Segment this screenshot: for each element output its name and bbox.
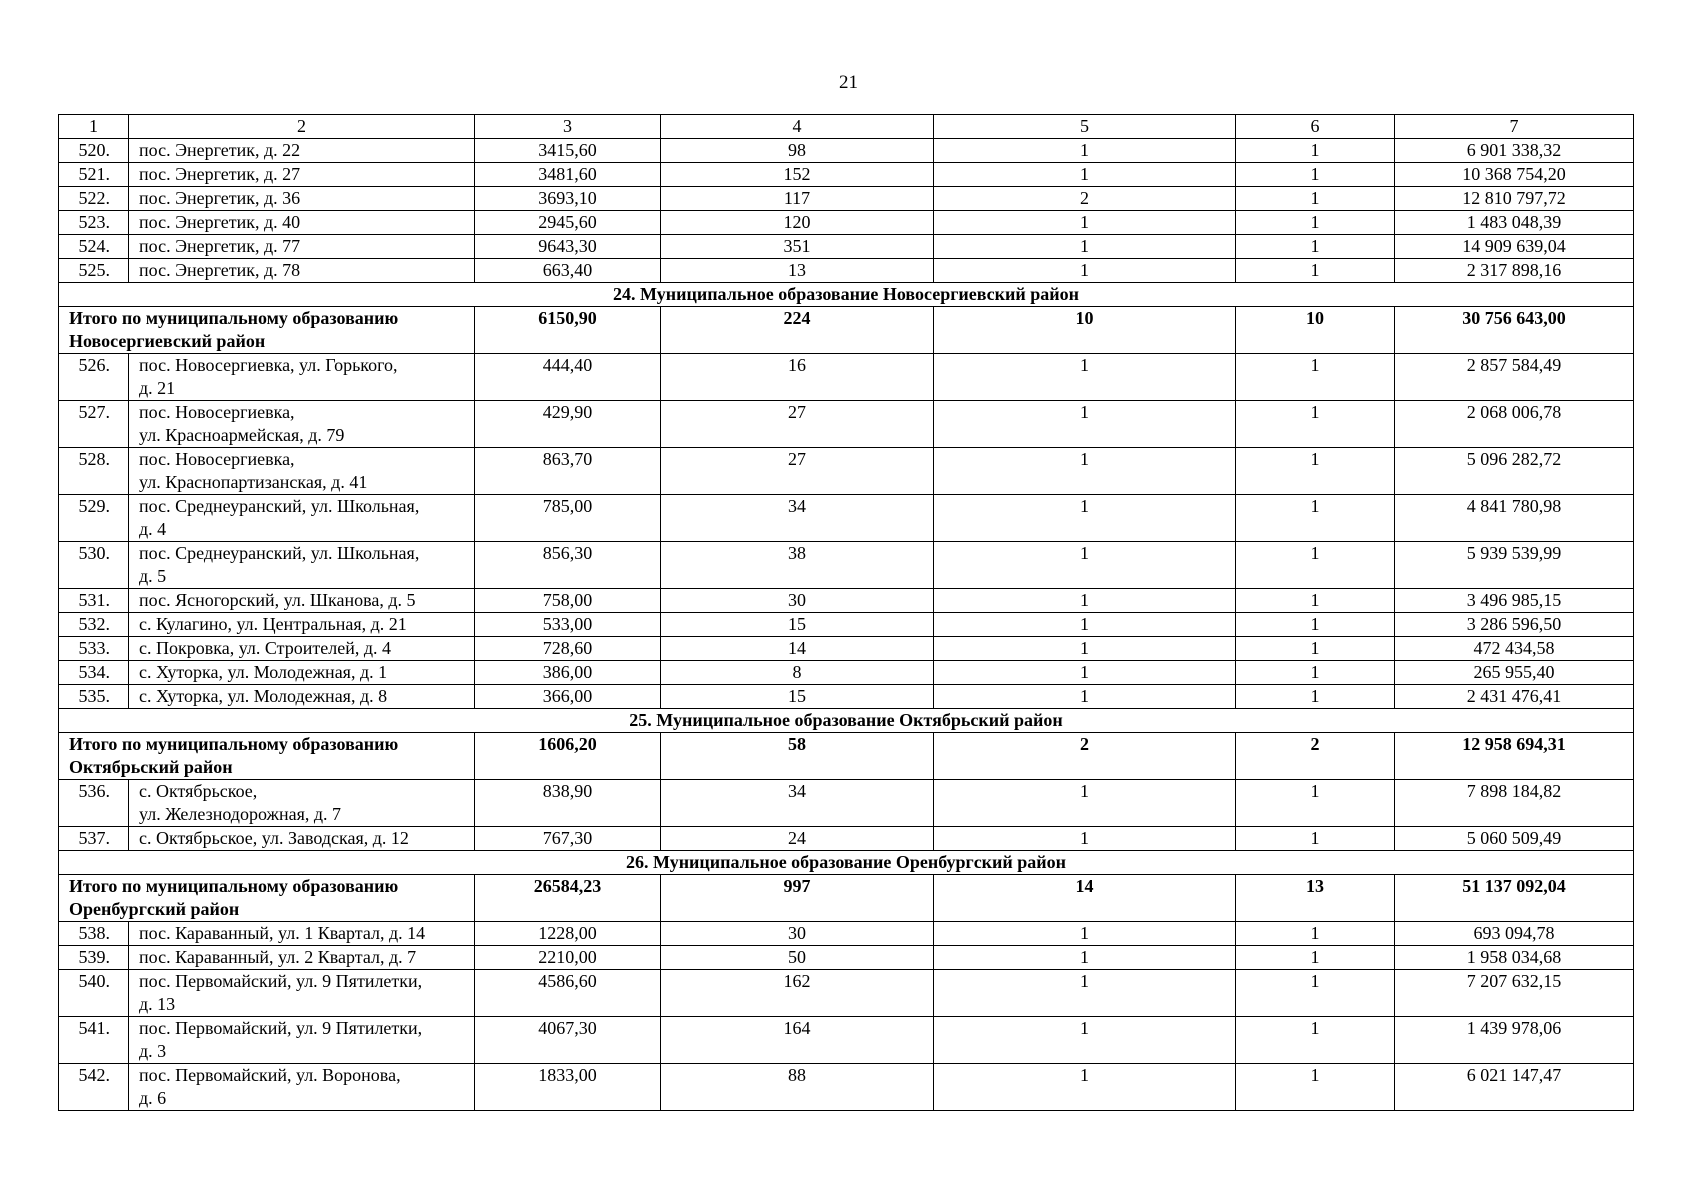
page-number: 21 <box>839 72 858 93</box>
sum-cell: 3 496 985,15 <box>1395 589 1634 613</box>
col5-cell: 1 <box>934 211 1236 235</box>
people-cell: 98 <box>661 139 934 163</box>
row-number: 537. <box>59 827 129 851</box>
col6-cell: 1 <box>1236 495 1395 542</box>
area-cell: 1228,00 <box>475 922 661 946</box>
text-line: пос. Новосергиевка, <box>139 402 295 422</box>
total-area: 26584,23 <box>475 875 661 922</box>
column-number: 3 <box>475 115 661 139</box>
sum-cell: 2 857 584,49 <box>1395 354 1634 401</box>
sum-cell: 10 368 754,20 <box>1395 163 1634 187</box>
table-row <box>59 139 1634 163</box>
text-line: пос. Первомайский, ул. 9 Пятилетки, <box>139 971 423 991</box>
text-line: пос. Новосергиевка, ул. Горького, <box>139 355 398 375</box>
text-line: д. 21 <box>139 378 176 398</box>
total-people: 58 <box>661 733 934 780</box>
address-cell <box>129 163 475 187</box>
section-header-row <box>59 851 1634 875</box>
address-cell <box>129 970 475 1017</box>
total-label <box>59 733 475 780</box>
col5-cell: 1 <box>934 163 1236 187</box>
row-number: 520. <box>59 139 129 163</box>
col6-cell: 1 <box>1236 139 1395 163</box>
people-cell: 27 <box>661 448 934 495</box>
col5-cell: 1 <box>934 542 1236 589</box>
table-row <box>59 827 1634 851</box>
people-cell: 38 <box>661 542 934 589</box>
table-row <box>59 235 1634 259</box>
people-cell: 15 <box>661 613 934 637</box>
col6-cell: 1 <box>1236 163 1395 187</box>
area-cell: 9643,30 <box>475 235 661 259</box>
row-number: 539. <box>59 946 129 970</box>
sum-cell: 6 021 147,47 <box>1395 1064 1634 1111</box>
total-row <box>59 733 1634 780</box>
people-cell: 14 <box>661 637 934 661</box>
table-row <box>59 637 1634 661</box>
col6-cell: 1 <box>1236 187 1395 211</box>
sum-cell: 2 431 476,41 <box>1395 685 1634 709</box>
text-line: с. Октябрьское, <box>139 781 258 801</box>
sum-cell: 265 955,40 <box>1395 661 1634 685</box>
total-col6: 10 <box>1236 307 1395 354</box>
address-cell <box>129 259 475 283</box>
col5-cell: 1 <box>934 401 1236 448</box>
people-cell: 164 <box>661 1017 934 1064</box>
total-label <box>59 307 475 354</box>
table-row <box>59 589 1634 613</box>
section-header-row <box>59 283 1634 307</box>
row-number: 531. <box>59 589 129 613</box>
col6-cell: 1 <box>1236 946 1395 970</box>
col6-cell: 1 <box>1236 354 1395 401</box>
text-line: Итого по муниципальному образованию <box>69 876 399 896</box>
col5-cell: 1 <box>934 970 1236 1017</box>
section-title: 26. Муниципальное образование Оренбургский район <box>59 851 1634 875</box>
area-cell: 4586,60 <box>475 970 661 1017</box>
text-line: пос. Караванный, ул. 1 Квартал, д. 14 <box>139 923 426 943</box>
people-cell: 50 <box>661 946 934 970</box>
text-line: с. Хуторка, ул. Молодежная, д. 8 <box>139 686 388 706</box>
sum-cell: 2 317 898,16 <box>1395 259 1634 283</box>
table-row <box>59 163 1634 187</box>
row-number: 533. <box>59 637 129 661</box>
sum-cell: 1 483 048,39 <box>1395 211 1634 235</box>
text-line: с. Покровка, ул. Строителей, д. 4 <box>139 638 391 658</box>
row-number: 528. <box>59 448 129 495</box>
people-cell: 15 <box>661 685 934 709</box>
row-number: 541. <box>59 1017 129 1064</box>
area-cell: 856,30 <box>475 542 661 589</box>
col5-cell: 1 <box>934 235 1236 259</box>
address-cell <box>129 187 475 211</box>
people-cell: 162 <box>661 970 934 1017</box>
total-area: 1606,20 <box>475 733 661 780</box>
table-row <box>59 448 1634 495</box>
sum-cell: 14 909 639,04 <box>1395 235 1634 259</box>
col5-cell: 1 <box>934 495 1236 542</box>
address-cell <box>129 1017 475 1064</box>
text-line: пос. Энергетик, д. 27 <box>139 164 301 184</box>
table-row <box>59 401 1634 448</box>
text-line: Оренбургский район <box>69 899 240 919</box>
text-line: Итого по муниципальному образованию <box>69 308 399 328</box>
col5-cell: 2 <box>934 187 1236 211</box>
table-row <box>59 211 1634 235</box>
text-line: пос. Первомайский, ул. Воронова, <box>139 1065 401 1085</box>
text-line: Итого по муниципальному образованию <box>69 734 399 754</box>
table-row <box>59 1064 1634 1111</box>
row-number: 542. <box>59 1064 129 1111</box>
area-cell: 1833,00 <box>475 1064 661 1111</box>
text-line: пос. Караванный, ул. 2 Квартал, д. 7 <box>139 947 417 967</box>
table-row <box>59 613 1634 637</box>
text-line: пос. Энергетик, д. 78 <box>139 260 301 280</box>
col5-cell: 1 <box>934 259 1236 283</box>
area-cell: 863,70 <box>475 448 661 495</box>
address-cell <box>129 637 475 661</box>
row-number: 538. <box>59 922 129 946</box>
sum-cell: 2 068 006,78 <box>1395 401 1634 448</box>
table-row <box>59 922 1634 946</box>
text-line: пос. Среднеуранский, ул. Школьная, <box>139 496 420 516</box>
text-line: пос. Первомайский, ул. 9 Пятилетки, <box>139 1018 423 1038</box>
text-line: д. 6 <box>139 1088 167 1108</box>
sum-cell: 5 096 282,72 <box>1395 448 1634 495</box>
people-cell: 30 <box>661 922 934 946</box>
section-title: 25. Муниципальное образование Октябрьский район <box>59 709 1634 733</box>
row-number: 535. <box>59 685 129 709</box>
table-row <box>59 946 1634 970</box>
column-number: 4 <box>661 115 934 139</box>
col6-cell: 1 <box>1236 827 1395 851</box>
col6-cell: 1 <box>1236 1017 1395 1064</box>
text-line: с. Октябрьское, ул. Заводская, д. 12 <box>139 828 409 848</box>
table-row <box>59 780 1634 827</box>
area-cell: 429,90 <box>475 401 661 448</box>
total-people: 997 <box>661 875 934 922</box>
text-line: пос. Энергетик, д. 40 <box>139 212 301 232</box>
address-cell <box>129 542 475 589</box>
total-col5: 14 <box>934 875 1236 922</box>
row-number: 522. <box>59 187 129 211</box>
row-number: 529. <box>59 495 129 542</box>
area-cell: 785,00 <box>475 495 661 542</box>
address-cell <box>129 589 475 613</box>
col6-cell: 1 <box>1236 401 1395 448</box>
col6-cell: 1 <box>1236 637 1395 661</box>
people-cell: 30 <box>661 589 934 613</box>
column-number-row <box>59 115 1634 139</box>
area-cell: 838,90 <box>475 780 661 827</box>
people-cell: 16 <box>661 354 934 401</box>
row-number: 532. <box>59 613 129 637</box>
total-col5: 10 <box>934 307 1236 354</box>
total-row <box>59 307 1634 354</box>
people-cell: 34 <box>661 495 934 542</box>
row-number: 526. <box>59 354 129 401</box>
people-cell: 351 <box>661 235 934 259</box>
text-line: пос. Ясногорский, ул. Шканова, д. 5 <box>139 590 416 610</box>
address-cell <box>129 495 475 542</box>
address-cell <box>129 211 475 235</box>
col5-cell: 1 <box>934 139 1236 163</box>
sum-cell: 1 958 034,68 <box>1395 946 1634 970</box>
sum-cell: 5 060 509,49 <box>1395 827 1634 851</box>
row-number: 534. <box>59 661 129 685</box>
total-row <box>59 875 1634 922</box>
area-cell: 386,00 <box>475 661 661 685</box>
people-cell: 8 <box>661 661 934 685</box>
row-number: 525. <box>59 259 129 283</box>
col5-cell: 1 <box>934 922 1236 946</box>
area-cell: 2210,00 <box>475 946 661 970</box>
column-number: 2 <box>129 115 475 139</box>
people-cell: 88 <box>661 1064 934 1111</box>
sum-cell: 6 901 338,32 <box>1395 139 1634 163</box>
total-area: 6150,90 <box>475 307 661 354</box>
col6-cell: 1 <box>1236 1064 1395 1111</box>
address-cell <box>129 922 475 946</box>
area-cell: 366,00 <box>475 685 661 709</box>
col5-cell: 1 <box>934 946 1236 970</box>
row-number: 540. <box>59 970 129 1017</box>
col5-cell: 1 <box>934 827 1236 851</box>
col5-cell: 1 <box>934 637 1236 661</box>
col6-cell: 1 <box>1236 589 1395 613</box>
text-line: с. Хуторка, ул. Молодежная, д. 1 <box>139 662 388 682</box>
text-line: ул. Железнодорожная, д. 7 <box>139 804 342 824</box>
people-cell: 24 <box>661 827 934 851</box>
address-cell <box>129 827 475 851</box>
area-cell: 663,40 <box>475 259 661 283</box>
text-line: д. 3 <box>139 1041 167 1061</box>
table-row <box>59 1017 1634 1064</box>
table-row <box>59 354 1634 401</box>
text-line: д. 5 <box>139 566 167 586</box>
text-line: пос. Энергетик, д. 77 <box>139 236 301 256</box>
area-cell: 3481,60 <box>475 163 661 187</box>
text-line: пос. Энергетик, д. 36 <box>139 188 301 208</box>
sum-cell: 12 810 797,72 <box>1395 187 1634 211</box>
text-line: ул. Красноармейская, д. 79 <box>139 425 345 445</box>
column-number: 1 <box>59 115 129 139</box>
text-line: Новосергиевский район <box>69 331 266 351</box>
col6-cell: 1 <box>1236 613 1395 637</box>
address-cell <box>129 661 475 685</box>
col5-cell: 1 <box>934 1064 1236 1111</box>
text-line: ул. Краснопартизанская, д. 41 <box>139 472 368 492</box>
address-cell <box>129 1064 475 1111</box>
address-cell <box>129 613 475 637</box>
area-cell: 758,00 <box>475 589 661 613</box>
table-row <box>59 542 1634 589</box>
total-col5: 2 <box>934 733 1236 780</box>
text-line: д. 13 <box>139 994 176 1014</box>
section-header-row <box>59 709 1634 733</box>
address-cell <box>129 235 475 259</box>
area-cell: 4067,30 <box>475 1017 661 1064</box>
text-line: д. 4 <box>139 519 167 539</box>
col5-cell: 1 <box>934 1017 1236 1064</box>
area-cell: 533,00 <box>475 613 661 637</box>
col5-cell: 1 <box>934 354 1236 401</box>
people-cell: 27 <box>661 401 934 448</box>
total-sum: 12 958 694,31 <box>1395 733 1634 780</box>
text-line: пос. Новосергиевка, <box>139 449 295 469</box>
table-row <box>59 685 1634 709</box>
row-number: 524. <box>59 235 129 259</box>
sum-cell: 5 939 539,99 <box>1395 542 1634 589</box>
col5-cell: 1 <box>934 780 1236 827</box>
address-cell <box>129 354 475 401</box>
people-cell: 120 <box>661 211 934 235</box>
sum-cell: 472 434,58 <box>1395 637 1634 661</box>
col6-cell: 1 <box>1236 970 1395 1017</box>
row-number: 521. <box>59 163 129 187</box>
text-line: с. Кулагино, ул. Центральная, д. 21 <box>139 614 407 634</box>
col5-cell: 1 <box>934 589 1236 613</box>
address-cell <box>129 780 475 827</box>
sum-cell: 693 094,78 <box>1395 922 1634 946</box>
col5-cell: 1 <box>934 661 1236 685</box>
col6-cell: 1 <box>1236 542 1395 589</box>
col6-cell: 1 <box>1236 211 1395 235</box>
col6-cell: 1 <box>1236 685 1395 709</box>
housing-register-table <box>58 114 1634 1111</box>
address-cell <box>129 448 475 495</box>
col6-cell: 1 <box>1236 780 1395 827</box>
col5-cell: 1 <box>934 613 1236 637</box>
sum-cell: 7 207 632,15 <box>1395 970 1634 1017</box>
address-cell <box>129 685 475 709</box>
people-cell: 117 <box>661 187 934 211</box>
col6-cell: 1 <box>1236 259 1395 283</box>
text-line: пос. Энергетик, д. 22 <box>139 140 301 160</box>
column-number: 7 <box>1395 115 1634 139</box>
address-cell <box>129 139 475 163</box>
table-row <box>59 970 1634 1017</box>
row-number: 530. <box>59 542 129 589</box>
text-line: пос. Среднеуранский, ул. Школьная, <box>139 543 420 563</box>
area-cell: 3693,10 <box>475 187 661 211</box>
total-sum: 30 756 643,00 <box>1395 307 1634 354</box>
people-cell: 152 <box>661 163 934 187</box>
total-col6: 13 <box>1236 875 1395 922</box>
col6-cell: 1 <box>1236 448 1395 495</box>
area-cell: 3415,60 <box>475 139 661 163</box>
table-row <box>59 495 1634 542</box>
area-cell: 444,40 <box>475 354 661 401</box>
col6-cell: 1 <box>1236 922 1395 946</box>
total-sum: 51 137 092,04 <box>1395 875 1634 922</box>
sum-cell: 1 439 978,06 <box>1395 1017 1634 1064</box>
text-line: Октябрьский район <box>69 757 233 777</box>
row-number: 527. <box>59 401 129 448</box>
col5-cell: 1 <box>934 685 1236 709</box>
column-number: 5 <box>934 115 1236 139</box>
address-cell <box>129 946 475 970</box>
area-cell: 767,30 <box>475 827 661 851</box>
column-number: 6 <box>1236 115 1395 139</box>
row-number: 536. <box>59 780 129 827</box>
section-title: 24. Муниципальное образование Новосергиевский район <box>59 283 1634 307</box>
sum-cell: 3 286 596,50 <box>1395 613 1634 637</box>
people-cell: 13 <box>661 259 934 283</box>
total-col6: 2 <box>1236 733 1395 780</box>
row-number: 523. <box>59 211 129 235</box>
col6-cell: 1 <box>1236 661 1395 685</box>
sum-cell: 7 898 184,82 <box>1395 780 1634 827</box>
table-row <box>59 661 1634 685</box>
sum-cell: 4 841 780,98 <box>1395 495 1634 542</box>
total-label <box>59 875 475 922</box>
total-people: 224 <box>661 307 934 354</box>
table-row <box>59 259 1634 283</box>
col6-cell: 1 <box>1236 235 1395 259</box>
col5-cell: 1 <box>934 448 1236 495</box>
table-row <box>59 187 1634 211</box>
people-cell: 34 <box>661 780 934 827</box>
area-cell: 728,60 <box>475 637 661 661</box>
area-cell: 2945,60 <box>475 211 661 235</box>
table-body <box>59 115 1634 1111</box>
address-cell <box>129 401 475 448</box>
